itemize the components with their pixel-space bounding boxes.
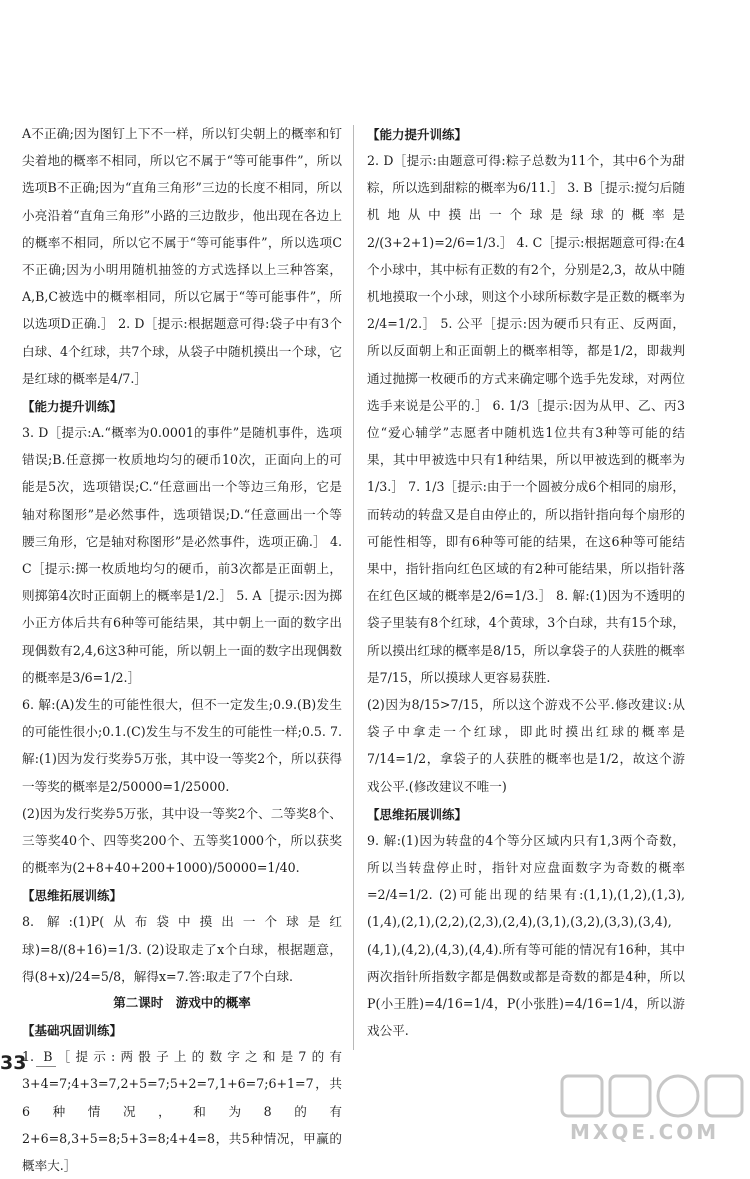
answer-paragraph: 2. D［提示:由题意可得:粽子总数为11个，其中6个为甜粽，所以选到甜粽的概率为6/11.］ 3. B［提示:搅匀后随机地从中摸出一个球是绿球的概率是2/(3+2+1)=2/6=1/3.］ 4. C［提示:根据题意可得:在4个小球中，其中标有正数的有2个，分别是2,3，故从中随机地摸取一个小球，则这个小球所标数字是正数的概率为2/4=1/2.］ 5. 公平［提示:因为硬币只有正、反两面，所以反面朝上和正面朝上的概率相等，都是1/2，即裁判通过抛掷一枚硬币的方式来确定哪个选手先发球，对两位选手来说是公平的.］ 6. 1/3［提示:因为从甲、乙、丙3位“爱心辅学”志愿者中随机选1位共有3种等可能的结果，其中甲被选中只有1种结果，所以甲被选到的概率为1/3.］ 7. 1/3［提示:由于一个圆被分成6个相同的扇形，而转动的转盘又是自由停止的，所以指针指向每个扇形的可能性相等，即有6种等可能的结果，在这6种等可能结果中，指针指向红色区域的有2种可能结果，所以指针落在红色区域的概率是2/6=1/3.］ 8. 解:(1)因为不透明的袋子里装有8个红球，4个黄球，3个白球，共有15个球，所以摸出红球的概率是8/15，所以拿袋子的人获胜的概率是7/15，所以摸球人更容易获胜.: [367, 153, 685, 685]
answer-paragraph: 6. 解:(A)发生的可能性很大，但不一定发生;0.9.(B)发生的可能性很小;0.1.(C)发生与不发生的可能性一样;0.5. 7. 解:(1)因为发行奖券5万张，其中设一等奖2个，所以获得一等奖的概率是2/50000=1/25000.: [22, 697, 342, 794]
watermark-text: MXQE.COM: [570, 1120, 720, 1144]
left-column: [22, 120, 342, 1179]
answer-paragraph: 9. 解:(1)因为转盘的4个等分区域内只有1,3两个奇数，所以当转盘停止时，指针对应盘面数字为奇数的概率=2/4=1/2. (2)可能出现的结果有:(1,1),(1,2),(1,3),(1,4),(2,1),(2,2),(2,3),(2,4),(3,1),(3,2),(3,3),(3,4),(4,1),(4,2),(4,3),(4,4).所有等可能的情况有16种，其中两次指针所指数字都是偶数或都是奇数的都是4种，所以P(小王胜)=4/16=1/4，P(小张胜)=4/16=1/4，所以游戏公平.: [367, 832, 685, 1039]
lesson-title: 第二课时 游戏中的概率: [113, 995, 251, 1011]
right-column: [367, 120, 685, 1045]
answer-paragraph: (2)因为发行奖券5万张，其中设一等奖2个、二等奖8个、三等奖40个、四等奖200个、五等奖1000个，所以获奖的概率为(2+8+40+200+1000)/50000=1/40.: [22, 805, 342, 876]
answer-paragraph: (2)因为8/15>7/15，所以这个游戏不公平.修改建议:从袋子中拿走一个红球，即此时摸出红球的概率是7/14=1/2，拿袋子的人获胜的概率也是1/2，故这个游戏公平.(修改建议不唯一): [367, 697, 685, 794]
section-heading: 【能力提升训练】: [22, 399, 123, 415]
page-number-rule: [36, 1066, 56, 1067]
section-heading: 【思维拓展训练】: [367, 806, 468, 822]
answer-paragraph: A不正确;因为图钉上下不一样，所以钉尖朝上的概率和钉尖着地的概率不相同，所以它不属于“等可能事件”，所以选项B不正确;因为“直角三角形”三边的长度不相同，所以小亮沿着“直角三角形”小路的三边散步，他出现在各边上的概率不相同，所以它不属于“等可能事件”，所以选项C不正确;因为小明用随机抽签的方式选择以上三种答案，A,B,C被选中的概率相同，所以它属于“等可能事件”，所以选项D正确.］ 2. D［提示:根据题意可得:袋子中有3个白球、4个红球，共7个球，从袋子中随机摸出一个球，它是红球的概率是4/7.］: [22, 126, 342, 386]
answer-paragraph: 1. B［提示:两骰子上的数字之和是7的有3+4=7;4+3=7,2+5=7;5+2=7,1+6=7;6+1=7，共6种情况，和为8的有2+6=8,3+5=8;5+3=8;4+4=8，共5种情况，甲赢的概率大.］: [22, 1049, 342, 1173]
answer-paragraph: 3. D［提示:A.“概率为0.0001的事件”是随机事件，选项错误;B.任意掷一枚质地均匀的硬币10次，正面向上的可能是5次，选项错误;C.“任意画出一个等边三角形，它是轴对称图形”是必然事件，选项错误;D.“任意画出一个等腰三角形，它是轴对称图形”是必然事件，选项正确.］ 4. C［提示:掷一枚质地均匀的硬币，前3次都是正面朝上，则掷第4次时正面朝上的概率是1/2.］ 5. A［提示:因为掷小正方体后共有6种等可能结果，其中朝上一面的数字出现偶数有2,4,6这3种可能，所以朝上一面的数字出现偶数的概率是3/6=1/2.］: [22, 425, 342, 685]
watermark-logo: [560, 1072, 745, 1147]
watermark-icon: [560, 1072, 745, 1122]
answer-paragraph: 8. 解:(1)P(从布袋中摸出一个球是红球)=8/(8+16)=1/3. (2)设取走了x个白球，根据题意，得(8+x)/24=5/8，解得x=7.答:取走了7个白球.: [22, 914, 342, 984]
section-heading: 【能力提升训练】: [367, 127, 468, 142]
column-divider: [353, 125, 354, 1050]
section-heading: 【思维拓展训练】: [22, 888, 123, 904]
page-number: 33: [0, 1052, 27, 1074]
section-heading: 【基础巩固训练】: [22, 1023, 123, 1039]
